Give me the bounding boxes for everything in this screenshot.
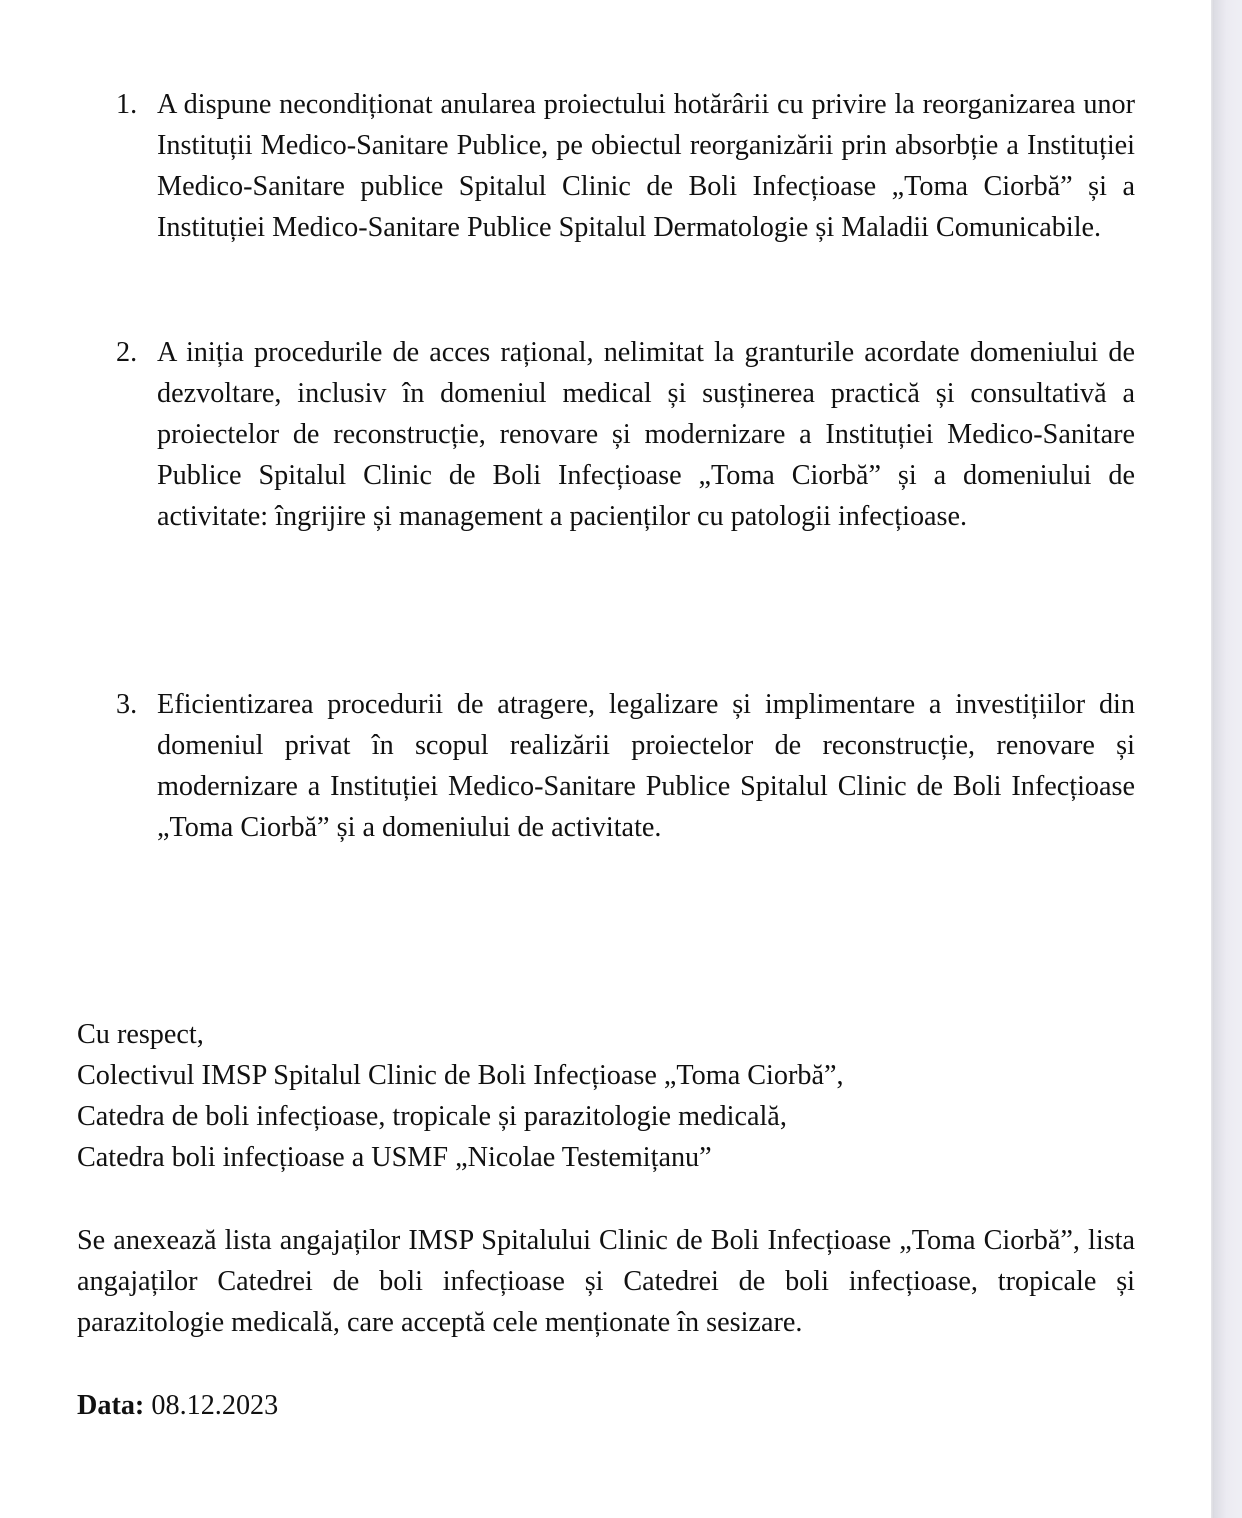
- list-item-text: A dispune necondiționat anularea proiectului hotărârii cu privire la reorganizarea unor Instituții Medico-Sanitare Publice, pe obiectul reorganizării prin absorbție a Instituției Medico-Sanitare publice Spitalul Clinic de Boli Infecțioase „Toma Ciorbă” și a Instituției Medico-Sanitare Publice Spitalul Dermatologie și Maladii Comunicabile.: [157, 89, 1135, 243]
- signatory-line: Colectivul IMSP Spitalul Clinic de Boli Infecțioase „Toma Ciorbă”,: [77, 1060, 844, 1091]
- signatory-line: Catedra boli infecțioase a USMF „Nicolae Testemițanu”: [77, 1142, 712, 1173]
- list-item-number: 3.: [116, 689, 138, 720]
- viewer-background: [1214, 0, 1242, 1518]
- list-item-2: [116, 332, 1135, 537]
- list-item-1: [116, 84, 1135, 248]
- annex-paragraph: Se anexează lista angajaților IMSP Spitalului Clinic de Boli Infecțioase „Toma Ciorbă”, lista angajaților Catedrei de boli infecțioase și Catedrei de boli infecțioase, tropicale și parazitologie medicală, care acceptă cele menționate în sesizare.: [77, 1225, 1135, 1338]
- closing-salutation: Cu respect,: [77, 1019, 204, 1050]
- list-item-text: A iniția procedurile de acces rațional, nelimitat la granturile acordate domeniului de dezvoltare, inclusiv în domeniul medical și susținerea practică și consultativă a proiectelor de reconstrucție, renovare și modernizare a Instituției Medico-Sanitare Publice Spitalul Clinic de Boli Infecțioase „Toma Ciorbă” și a domeniului de activitate: îngrijire și management a pacienților cu patologii infecțioase.: [157, 337, 1135, 532]
- list-item-number: 2.: [116, 337, 138, 368]
- list-item-3: [116, 684, 1135, 848]
- list-item-number: 1.: [116, 89, 138, 120]
- list-item-text: Eficientizarea procedurii de atragere, legalizare și implimentare a investițiilor din domeniul privat în scopul realizării proiectelor de reconstrucție, renovare și modernizare a Instituției Medico-Sanitare Publice Spitalul Clinic de Boli Infecțioase „Toma Ciorbă” și a domeniului de activitate.: [157, 689, 1135, 843]
- date-label: Data:: [77, 1390, 145, 1421]
- date-line: [77, 1385, 1135, 1426]
- date-value: 08.12.2023: [151, 1390, 279, 1421]
- signature-block: [77, 1014, 1135, 1178]
- signatory-line: Catedra de boli infecțioase, tropicale și parazitologie medicală,: [77, 1101, 787, 1132]
